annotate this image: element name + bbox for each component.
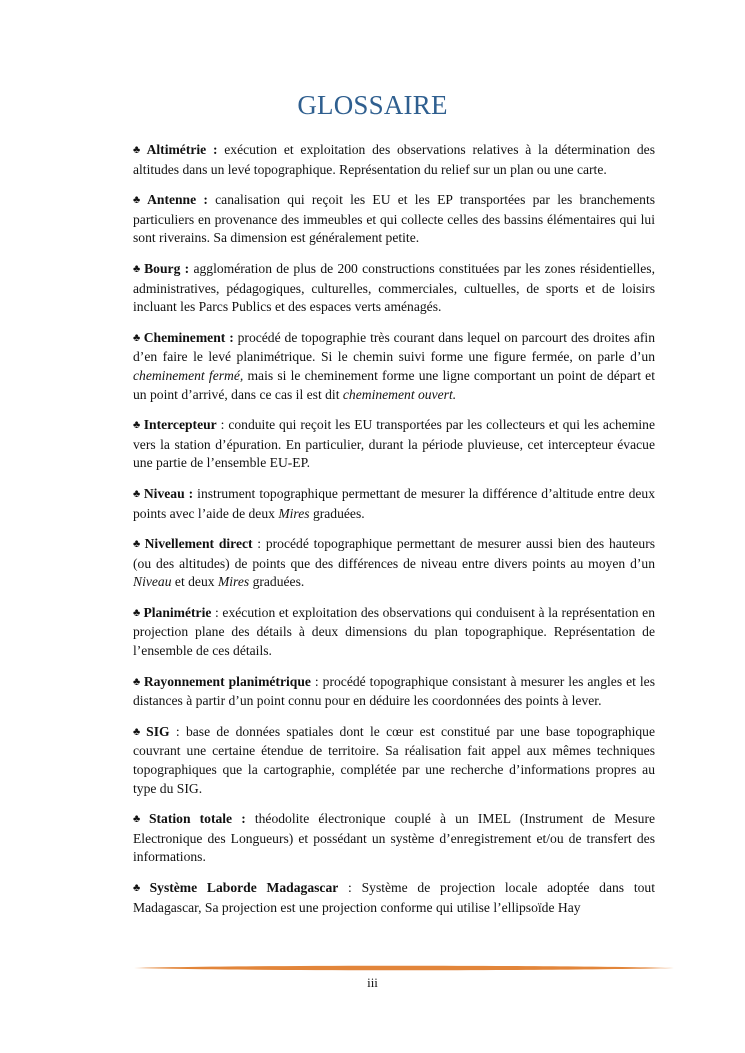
glossary-term: Nivellement direct: [144, 536, 253, 552]
glossary-definition-text: exécution et exploitation des observations relatives à la détermination des altitudes dans un levé topographique. Représentation du relief sur un plan ou une carte.: [133, 142, 655, 177]
glossary-definition-text: : exécution et exploitation des observations qui conduisent à la représentation en projection plane des détails à deux dimensions du plan topographique. Représentation de l’ensemble de ces détails.: [133, 604, 656, 659]
club-bullet-icon: ♣: [133, 487, 141, 500]
glossary-entry: [133, 535, 655, 592]
glossary-term: Niveau :: [143, 485, 194, 501]
footer-decorative-line: [134, 964, 674, 972]
glossary-term: Planimétrie: [143, 604, 212, 620]
glossary-entry: [133, 604, 655, 661]
glossary-definition-text: procédé de topographie très courant dans lequel on parcourt des droites afin d’en faire le levé planimétrique. Si le chemin suivi forme une figure fermée, on parle d’un: [133, 329, 655, 365]
glossary-entry: [133, 141, 655, 179]
glossary-term: Bourg :: [144, 260, 190, 276]
glossary-definition-text: : Système de projection locale adoptée dans tout Madagascar, Sa projection est une projection conforme qui utilise l’ellipsoïde Hay: [133, 880, 655, 915]
page-title: GLOSSAIRE: [297, 90, 448, 120]
glossary-entry: [133, 260, 655, 317]
glossary-term: Altimétrie :: [146, 142, 218, 157]
glossary-term: Station totale :: [148, 811, 246, 827]
glossary-entry: [133, 673, 655, 711]
glossary-entry: [133, 723, 655, 798]
glossary-italic-text: cheminement ouvert.: [342, 386, 457, 402]
glossary-entry: [133, 191, 655, 248]
club-bullet-icon: ♣: [133, 725, 144, 738]
club-bullet-icon: ♣: [133, 419, 141, 432]
glossary-definition-text: agglomération de plus de 200 constructions constituées par les zones résidentielles, administratives, pédagogiques, culturelles, commerciales, cultuelles, de sports et de loisirs incluant les Parcs Publics et des espaces verts aménagés.: [133, 260, 655, 315]
glossary-definition-text: graduées.: [249, 574, 305, 590]
glossary-entry: [133, 485, 655, 523]
club-bullet-icon: ♣: [133, 606, 141, 619]
club-bullet-icon: ♣: [133, 262, 142, 275]
glossary-italic-text: cheminement fermé,: [133, 367, 244, 383]
club-bullet-icon: ♣: [133, 194, 145, 207]
glossary-definition-text: et deux: [171, 574, 218, 590]
club-bullet-icon: ♣: [133, 813, 146, 826]
glossary-term: Cheminement :: [143, 329, 234, 345]
club-bullet-icon: ♣: [133, 882, 147, 894]
glossary-definition-text: instrument topographique permettant de mesurer la différence d’altitude entre deux points avec l’aide de deux: [133, 485, 656, 521]
club-bullet-icon: ♣: [133, 144, 144, 156]
club-bullet-icon: ♣: [133, 538, 142, 551]
glossary-definition-text: mais si le cheminement forme une ligne comportant un point de départ et un point d’arrivé, dans ce cas il est dit: [133, 367, 655, 402]
glossary-definition-text: : base de données spatiales dont le cœur est constitué par une base topographique couvrant une certaine étendue de territoire. Sa réalisation fait appel aux mêmes techniques topographiques que la cartographie, complétée par une recherche d’informations propres au type du SIG.: [133, 723, 656, 796]
glossary-entry: [133, 810, 655, 867]
glossary-term: Intercepteur: [143, 417, 217, 433]
glossary-definition-text: : procédé topographique consistant à mesurer les angles et les distances à partir d’un point connu pour en déduire les coordonnées des points à lever.: [133, 673, 655, 709]
club-bullet-icon: ♣: [133, 331, 141, 344]
glossary-term: Rayonnement planimétrique: [143, 673, 311, 689]
glossary-definition-text: théodolite électronique couplé à un IMEL (Instrument de Mesure Electronique des Longueurs) et possédant un système d’enregistrement et/ou de transfert des informations.: [133, 811, 655, 865]
glossary-italic-text: Niveau: [133, 574, 172, 590]
glossary-entry: [133, 329, 655, 404]
glossary-term: Antenne :: [147, 192, 208, 208]
glossary-term: SIG: [146, 723, 170, 739]
glossary-entry: [133, 879, 655, 917]
glossary-italic-text: Mires: [278, 505, 310, 521]
glossary-list: [133, 141, 655, 929]
club-bullet-icon: ♣: [133, 675, 141, 688]
glossary-term: Système Laborde Madagascar: [149, 880, 339, 895]
glossary-definition-text: graduées.: [309, 505, 365, 521]
glossary-definition-text: : procédé topographique permettant de mesurer aussi bien des hauteurs (ou des altitudes) de points que des différences de niveau entre divers points au moyen d’un: [133, 536, 656, 571]
page-number: iii: [367, 975, 378, 990]
glossary-definition-text: : conduite qui reçoit les EU transportées par les collecteurs et qui les achemine vers la station d’épuration. En particulier, durant la période pluvieuse, cet intercepteur évacue une partie de l’ensemble EU-EP.: [133, 417, 655, 471]
glossary-italic-text: Mires: [217, 574, 250, 590]
glossary-entry: [133, 416, 655, 473]
glossary-definition-text: canalisation qui reçoit les EU et les EP transportées par les branchements particuliers en provenance des immeubles et qui collecte celles des bassins élémentaires qui lui sont riverains. Sa dimension est généralement petite.: [133, 192, 656, 246]
